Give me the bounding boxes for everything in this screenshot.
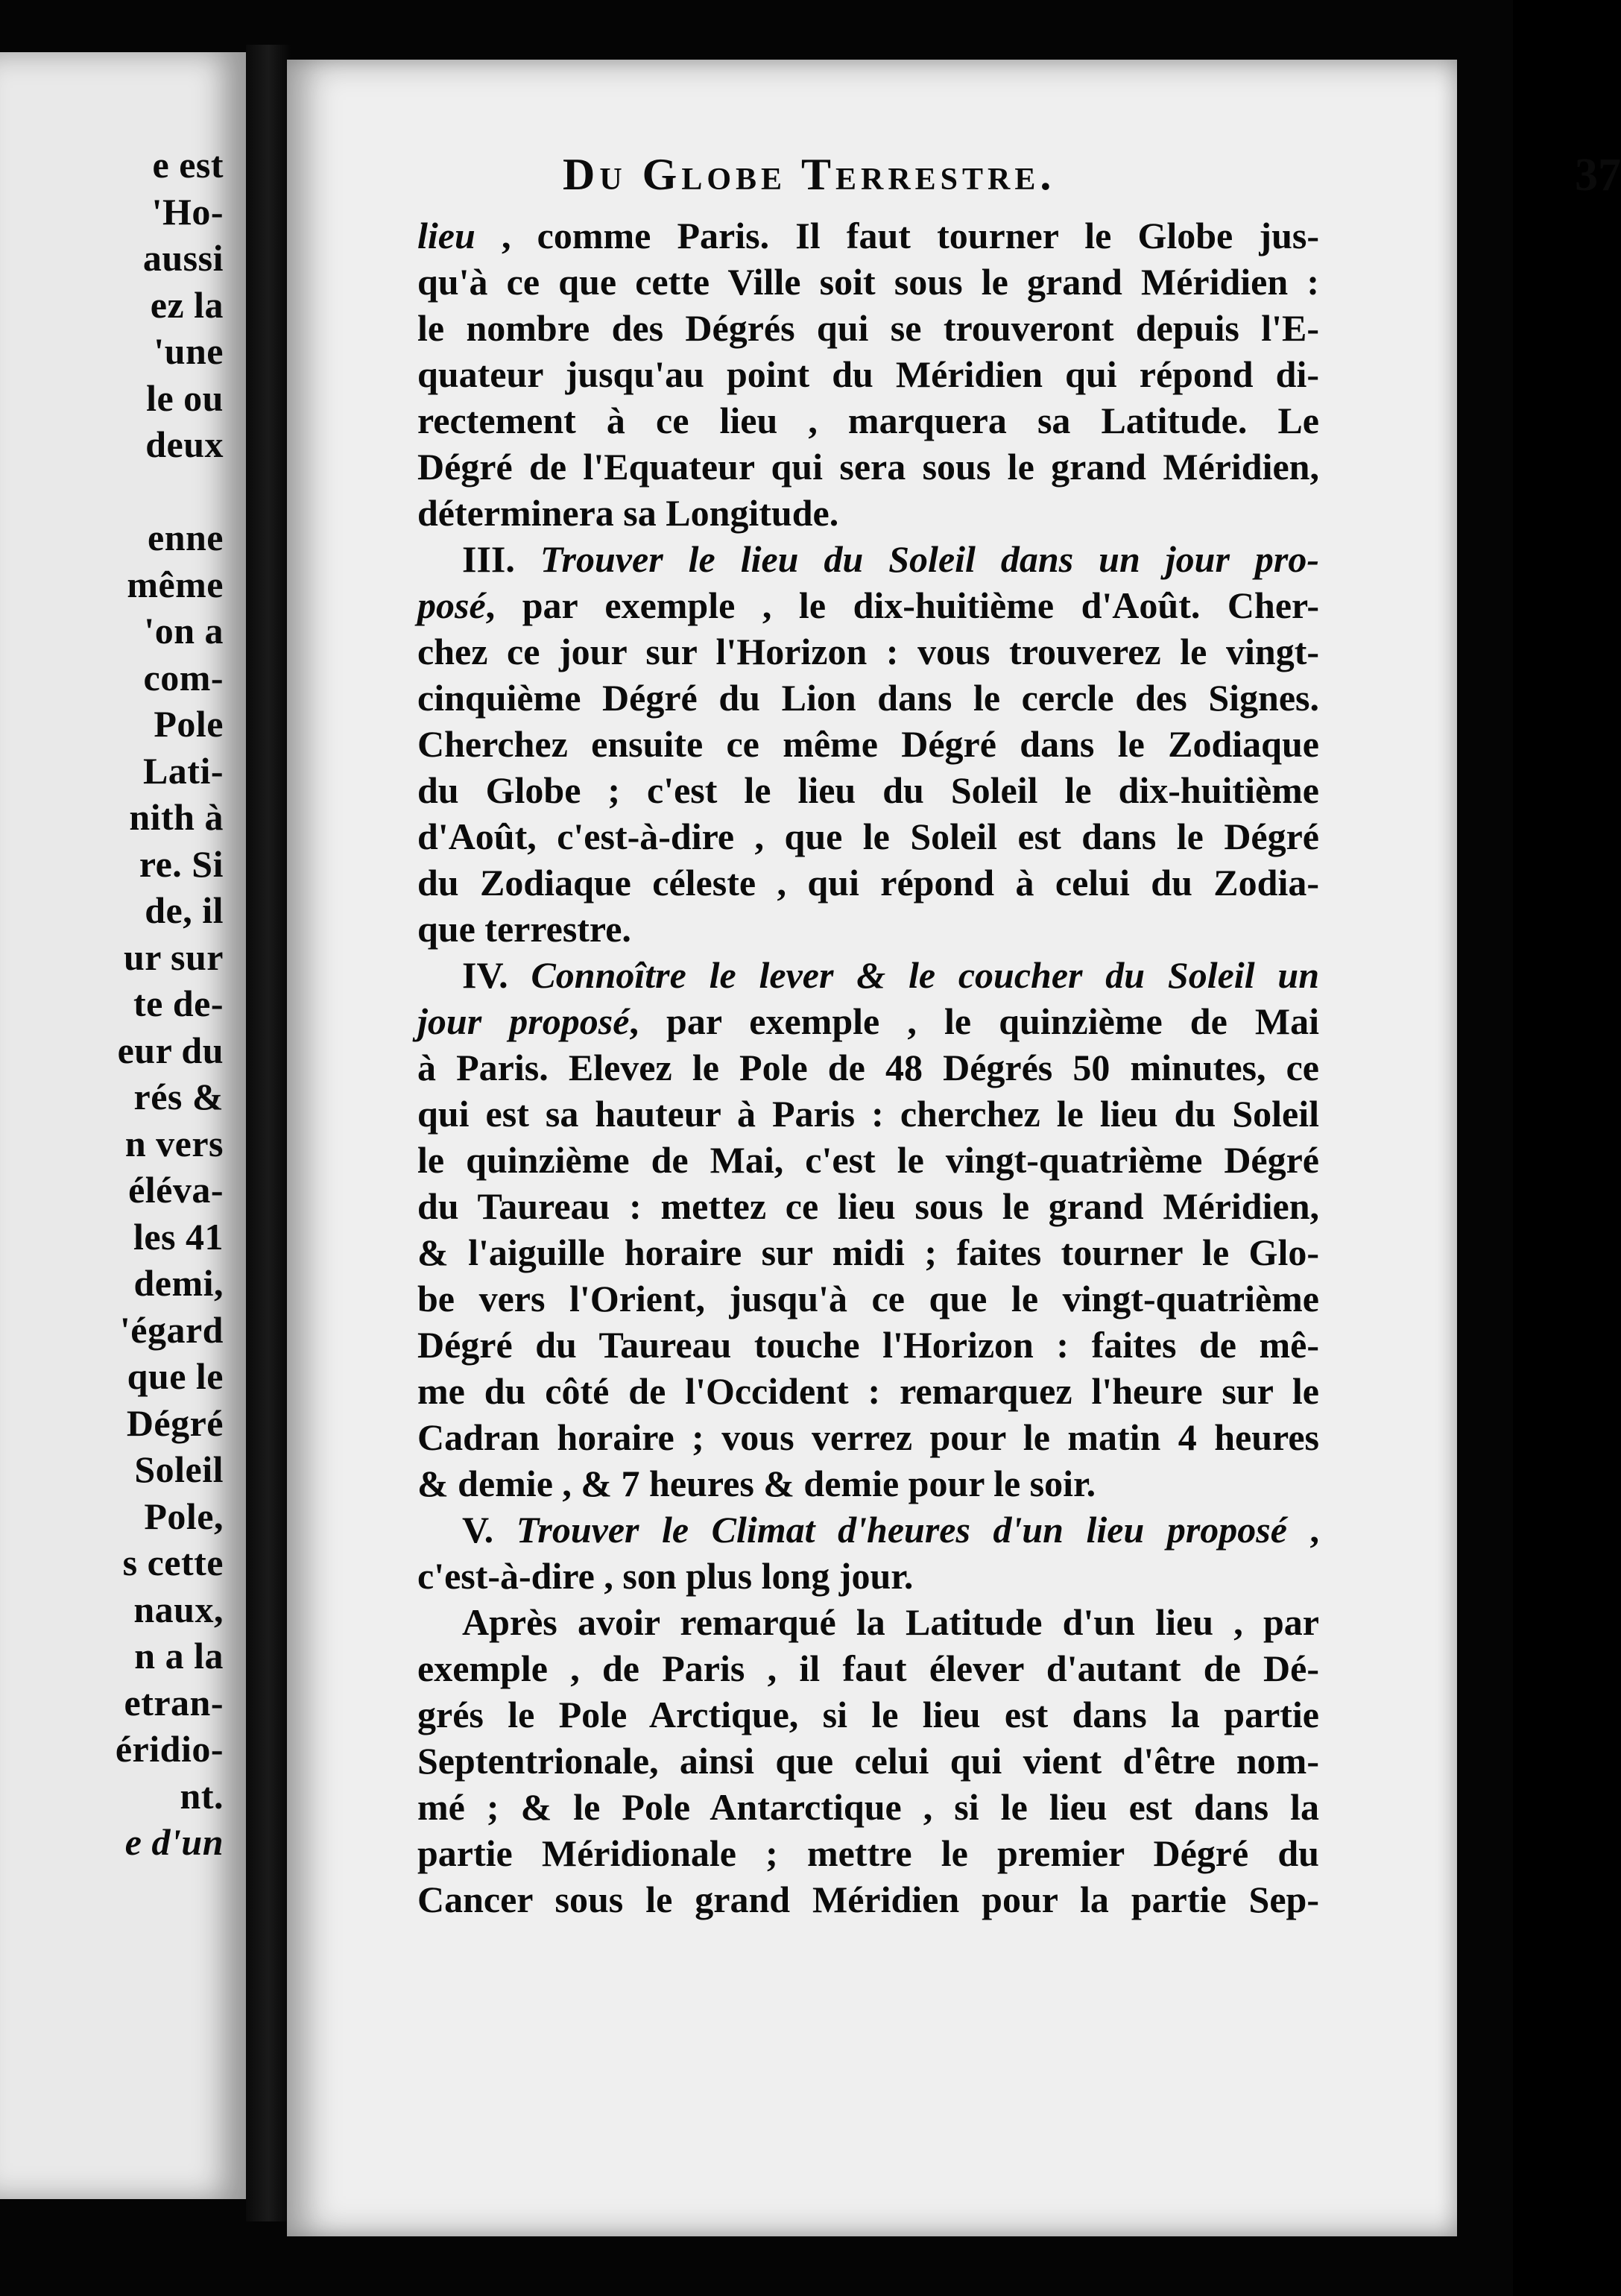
text-span: Septentrionale, ainsi que celui qui vient d'être nom- xyxy=(417,1740,1319,1782)
text-span: grés le Pole Arctique, si le lieu est dans la partie xyxy=(417,1694,1319,1735)
left-page-line: Pole xyxy=(154,703,224,745)
text-span: , xyxy=(1286,1509,1319,1551)
text-span: rectement à ce lieu , marquera sa Latitude. Le xyxy=(417,400,1319,441)
text-line xyxy=(417,1738,1319,1784)
text-line xyxy=(417,1275,1319,1322)
text-line xyxy=(417,1414,1319,1460)
italic-span: lieu xyxy=(417,215,475,256)
left-page-line: Lati- xyxy=(142,749,224,792)
text-line xyxy=(417,1229,1319,1275)
text-span: Cadran horaire ; vous verrez pour le matin 4 heures xyxy=(417,1416,1319,1458)
text-span: le quinzième de Mai, c'est le vingt-quatrième Dégré xyxy=(417,1139,1319,1181)
text-span: , comme Paris. Il faut tourner le Globe jus- xyxy=(475,215,1319,256)
text-line xyxy=(417,259,1319,305)
text-span: , par exemple , le quinzième de Mai xyxy=(629,1000,1320,1042)
text-span: be vers l'Orient, jusqu'à ce que le vingt-quatrième xyxy=(417,1278,1319,1319)
text-line xyxy=(417,582,1319,628)
page-number: 37 xyxy=(1575,150,1621,201)
text-span: me du côté de l'Occident : remarquez l'heure sur le xyxy=(417,1370,1319,1412)
left-page-line: n vers xyxy=(124,1122,224,1164)
left-page-line: nith à xyxy=(129,796,224,838)
text-span: partie Méridionale ; mettre le premier Dégré du xyxy=(417,1832,1319,1874)
text-span: IV. xyxy=(462,954,531,996)
text-span: du Zodiaque céleste , qui répond à celui du Zodia- xyxy=(417,862,1319,903)
text-line xyxy=(417,1368,1319,1414)
text-line xyxy=(417,490,1319,536)
left-page-line: le ou xyxy=(146,376,224,419)
text-line xyxy=(417,444,1319,490)
text-line xyxy=(417,1460,1319,1507)
left-page-line: 'égard xyxy=(119,1308,224,1351)
left-page-line: te de- xyxy=(133,983,224,1024)
text-span: , par exemple , le dix-huitième d'Août. Cher- xyxy=(485,584,1319,626)
text-span: mé ; & le Pole Antarctique , si le lieu est dans la xyxy=(417,1786,1319,1828)
left-page-line: Pole, xyxy=(144,1495,224,1537)
left-page-line: etran- xyxy=(124,1681,224,1723)
body-text xyxy=(417,212,1319,1923)
text-span: le nombre des Dégrés qui se trouveront depuis l'E- xyxy=(417,307,1319,349)
left-page-line: rés & xyxy=(133,1076,224,1117)
text-line xyxy=(417,1322,1319,1368)
text-line xyxy=(417,1044,1319,1091)
text-span: du Globe ; c'est le lieu du Soleil le dix-huitième xyxy=(417,769,1319,811)
left-page-line: que le xyxy=(127,1355,224,1397)
left-page-line: ez la xyxy=(150,283,224,326)
text-line xyxy=(417,813,1319,860)
text-span: qui est sa hauteur à Paris : cherchez le lieu du Soleil xyxy=(417,1093,1319,1135)
text-line xyxy=(417,305,1319,351)
text-span: cinquième Dégré du Lion dans le cercle des Signes. xyxy=(417,677,1319,719)
left-page-line: nt. xyxy=(180,1774,224,1817)
text-span: Après avoir remarqué la Latitude d'un lieu , par xyxy=(462,1601,1319,1643)
text-span: quateur jusqu'au point du Méridien qui répond di- xyxy=(417,353,1319,395)
text-line xyxy=(417,1137,1319,1183)
text-line xyxy=(417,860,1319,906)
left-page-line: même xyxy=(127,563,224,605)
text-line xyxy=(417,998,1319,1044)
left-page-line: 'une xyxy=(154,330,224,372)
text-line xyxy=(417,675,1319,721)
text-line xyxy=(417,721,1319,767)
running-head-title: Du Globe Terrestre. xyxy=(563,150,1056,199)
text-line xyxy=(417,1091,1319,1137)
text-span: que terrestre. xyxy=(417,908,631,950)
running-head xyxy=(563,149,1621,209)
left-page-line: s cette xyxy=(122,1542,224,1583)
left-page-line: naux, xyxy=(133,1588,224,1630)
text-line xyxy=(417,1183,1319,1229)
text-line xyxy=(417,1507,1319,1553)
left-page-line: éléva- xyxy=(128,1169,224,1211)
text-line xyxy=(417,952,1319,998)
text-line xyxy=(417,767,1319,813)
text-span: c'est-à-dire , son plus long jour. xyxy=(417,1555,914,1597)
main-page xyxy=(287,60,1621,2236)
left-page-line: Soleil xyxy=(134,1448,224,1490)
left-page-line: éridio- xyxy=(115,1728,224,1770)
text-line xyxy=(417,1553,1319,1599)
text-span: exemple , de Paris , il faut élever d'autant de Dé- xyxy=(417,1647,1319,1689)
text-line xyxy=(417,906,1319,952)
italic-span: Trouver le lieu du Soleil dans un jour pro- xyxy=(540,538,1319,580)
italic-span: Connoître le lever & le coucher du Soleil un xyxy=(531,954,1320,996)
text-line xyxy=(417,1784,1319,1830)
text-span: & l'aiguille horaire sur midi ; faites tourner le Glo- xyxy=(417,1231,1319,1273)
text-span: qu'à ce que cette Ville soit sous le grand Méridien : xyxy=(417,261,1319,303)
text-span: Cherchez ensuite ce même Dégré dans le Zodiaque xyxy=(417,723,1319,765)
text-span: Dégré de l'Equateur qui sera sous le grand Méridien, xyxy=(417,446,1319,488)
text-line xyxy=(417,1645,1319,1691)
left-page-line: e d'un xyxy=(124,1821,224,1863)
left-page-line: enne xyxy=(148,517,224,558)
text-span: III. xyxy=(462,538,540,580)
left-page-line: re. Si xyxy=(139,842,224,885)
text-line xyxy=(417,536,1319,582)
left-page-line: aussi xyxy=(142,237,224,279)
text-line xyxy=(417,1599,1319,1645)
left-page-line: ur sur xyxy=(123,936,224,978)
left-page-line: les 41 xyxy=(133,1215,224,1258)
text-line xyxy=(417,212,1319,259)
left-page-line: de, il xyxy=(145,889,224,931)
text-span: d'Août, c'est-à-dire , que le Soleil est dans le Dégré xyxy=(417,816,1319,857)
text-line xyxy=(417,628,1319,675)
left-facing-page xyxy=(0,52,246,2199)
italic-span: posé xyxy=(417,584,486,626)
text-line xyxy=(417,397,1319,444)
left-page-line: Dégré xyxy=(126,1401,224,1444)
left-page-line: eur du xyxy=(117,1029,224,1071)
left-page-line: deux xyxy=(145,423,224,465)
text-line xyxy=(417,1691,1319,1738)
left-page-line: com- xyxy=(143,656,224,698)
text-span: du Taureau : mettez ce lieu sous le grand Méridien, xyxy=(417,1185,1319,1227)
text-span: Dégré du Taureau touche l'Horizon : faites de mê- xyxy=(417,1324,1319,1366)
left-page-line: 'on a xyxy=(144,610,224,652)
text-span: chez ce jour sur l'Horizon : vous trouverez le vingt- xyxy=(417,631,1319,672)
book-gutter xyxy=(246,45,291,2221)
text-span: déterminera sa Longitude. xyxy=(417,492,839,534)
text-line xyxy=(417,351,1319,397)
text-span: & demie , & 7 heures & demie pour le soir. xyxy=(417,1463,1096,1504)
text-line xyxy=(417,1876,1319,1923)
italic-span: jour proposé xyxy=(417,1000,630,1042)
text-span: à Paris. Elevez le Pole de 48 Dégrés 50 minutes, ce xyxy=(417,1047,1319,1088)
text-line xyxy=(417,1830,1319,1876)
left-page-line: demi, xyxy=(133,1262,224,1304)
text-span: Cancer sous le grand Méridien pour la partie Sep- xyxy=(417,1879,1319,1920)
left-page-line: 'Ho- xyxy=(151,190,224,233)
italic-span: Trouver le Climat d'heures d'un lieu proposé xyxy=(516,1509,1287,1551)
left-page-line: e est xyxy=(152,144,224,186)
left-page-line: n a la xyxy=(134,1635,224,1677)
text-span: V. xyxy=(462,1509,516,1551)
